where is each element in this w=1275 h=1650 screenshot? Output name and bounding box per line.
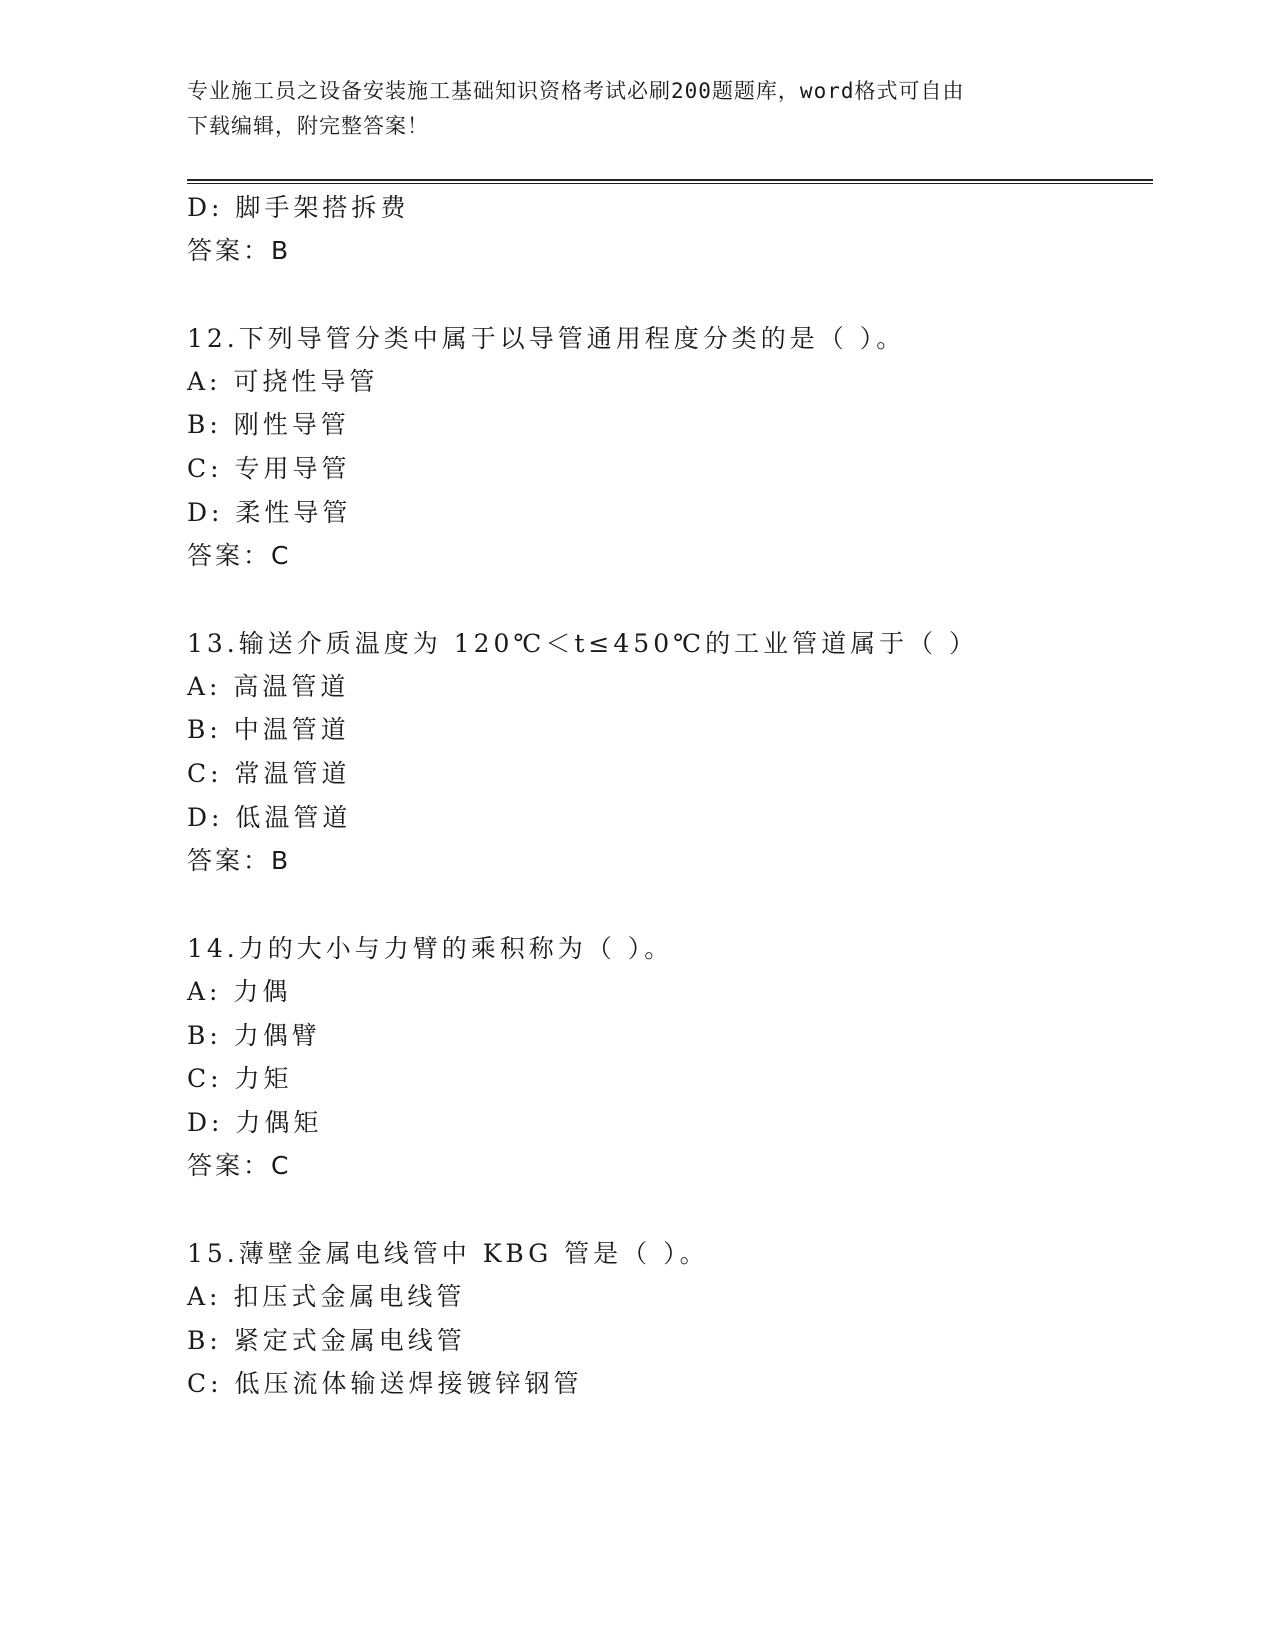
option-a: A: 高温管道 [187,672,350,701]
question-13: 13.输送介质温度为 120℃＜t≤450℃的工业管道属于（ ） [187,629,979,658]
option-c: C: 专用导管 [187,454,351,483]
option-a: A: 可挠性导管 [187,367,379,396]
option-d: D: 力偶矩 [187,1108,323,1137]
header-line-2: 下载编辑，附完整答案！ [187,114,429,138]
header-divider-thin [187,183,1153,184]
question-14: 14.力的大小与力臂的乘积称为（ ）。 [187,934,674,963]
answer-line: 答案：B [187,236,292,265]
question-15: 15.薄壁金属电线管中 KBG 管是（ ）。 [187,1239,709,1268]
option-b: B: 紧定式金属电线管 [187,1326,466,1355]
header-line-1: 专业施工员之设备安装施工基础知识资格考试必刷200题题库，word格式可自由 [187,79,965,103]
header-divider-thick [187,179,1153,181]
option-b: B: 力偶臂 [187,1021,321,1050]
option-c: C: 低压流体输送焊接镀锌钢管 [187,1369,583,1398]
option-d: D: 低温管道 [187,803,352,832]
answer-line: 答案：C [187,1151,292,1180]
option-b: B: 中温管道 [187,715,350,744]
option-a: A: 扣压式金属电线管 [187,1282,466,1311]
question-12: 12.下列导管分类中属于以导管通用程度分类的是（ ）。 [187,324,906,353]
option-b: B: 刚性导管 [187,410,350,439]
option-a: A: 力偶 [187,977,292,1006]
option-c: C: 力矩 [187,1064,293,1093]
document-header [187,74,1087,144]
option-c: C: 常温管道 [187,759,351,788]
answer-line: 答案：B [187,846,292,875]
answer-line: 答案：C [187,541,292,570]
option-d: D: 柔性导管 [187,498,352,527]
option-d: D: 脚手架搭拆费 [187,193,410,222]
